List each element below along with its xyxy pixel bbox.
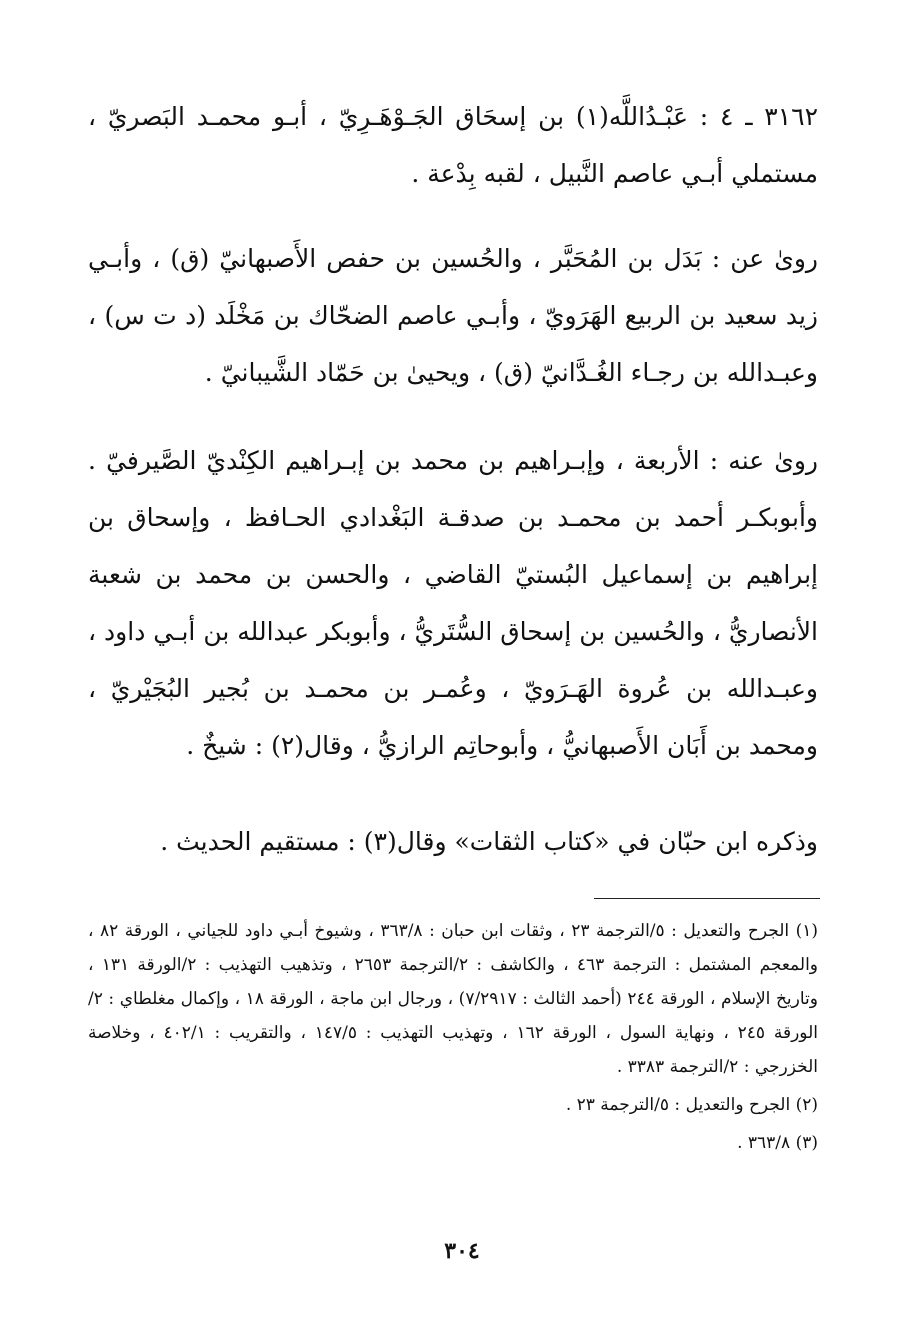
footnote-1: (١) الجرح والتعديل : ٥/الترجمة ٢٣ ، وثقات ابن حبان : ٣٦٣/٨ ، وشيوخ أبـي داود للجياني ، الورقة ٨٢ ، والمعجم المشتمل : الترجمة ٤٦٣ ، والكاشف : ٢/الترجمة ٢٦٥٣ ، وتذهيب التهذيب : ٢/الورقة ١٣١ ، وتاريخ الإسلام ، الورقة ٢٤٤ (أحمد الثالث : ٧/٢٩١٧) ، ورجال ابن ماجة ، الورقة ١٨ ، وإكمال مغلطاي : ٢/الورقة ٢٤٥ ، ونهاية السول ، الورقة ١٦٢ ، وتهذيب التهذيب : ١٤٧/٥ ، والتقريب : ٤٠٢/١ ، وخلاصة الخزرجي : ٢/الترجمة ٣٣٨٣ . [88,921,819,1077]
footnote-3: (٣) ٣٦٣/٨ . [737,1133,818,1153]
narrated-by-text: الأربعة ، وإبـراهيم بن محمد بن إبـراهيم الكِنْديّ الصَّيرفيّ . وأبوبكـر أحمد بن محمـد بن صدقـة البَغْدادي الحـافظ ، وإسحاق بن إبراهيم بن إسماعيل البُستيّ القاضي ، والحسن بن محمد بن شعبة الأنصاريُّ ، والحُسين بن إسحاق السُّتَريُّ ، وأبوبكر عبدالله بن أبـي داود ، وعبـدالله بن عُروة الهَـرَويّ ، وعُمـر بن محمـد بن بُجير البُجَيْريّ ، ومحمد بن أَبَان الأَصبهانيُّ ، وأبوحاتِم الرازيُّ ، وقال(٢) : شيخٌ . [88,446,818,760]
narrated-from-label: روىٰ عن : [711,244,818,273]
biography-entry [88,88,818,202]
mention-text: وذكره ابن حبّان في «كتاب الثقات» وقال(٣) : مستقيم الحديث . [160,827,818,856]
footnote-2: (٢) الجرح والتعديل : ٥/الترجمة ٢٣ . [565,1095,818,1115]
entry-number: ٣١٦٢ ـ ٤ : [699,102,819,131]
ibn-hibban-mention [88,813,818,870]
footnote-separator [594,898,820,899]
narrated-by-label: روىٰ عنه : [709,446,818,475]
entry-name: عَبْـدُاللَّه(١) بن إسحَاق الجَـوْهَـرِيّ ، أبـو محمـد البَصريّ ، مستملي أبـي عاصم النَّبيل ، لقبه بِدْعة . [88,102,818,188]
page-number: ٣٠٤ [444,1238,480,1264]
narrated-from-paragraph [88,230,818,401]
footnotes [88,914,818,1160]
narrated-from-text: بَدَل بن المُحَبَّر ، والحُسين بن حفص الأَصبهانيّ (ق) ، وأبـي زيد سعيد بن الربيع الهَرَويّ ، وأبـي عاصم الضحّاك بن مَخْلَد (د ت س) ، وعبـدالله بن رجـاء الغُـدَّانيّ (ق) ، ويحيىٰ بن حَمّاد الشَّيبانيّ . [88,244,818,387]
narrated-by-paragraph [88,432,818,774]
